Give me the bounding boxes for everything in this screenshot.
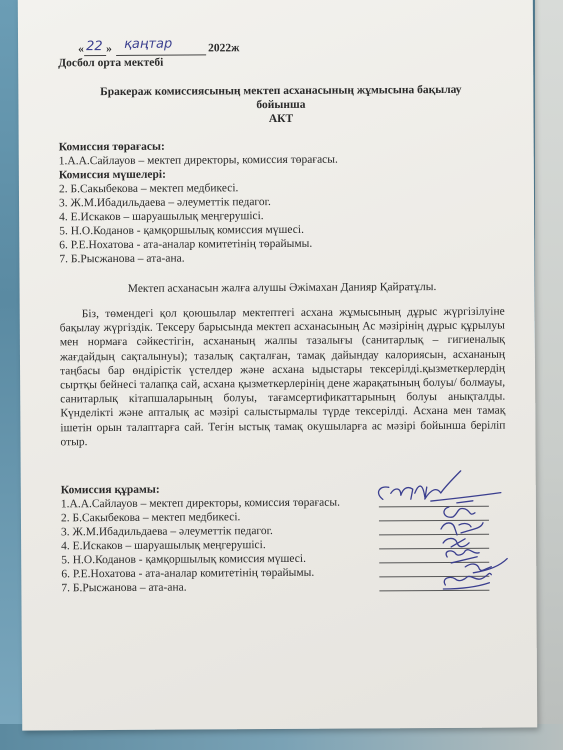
signature-5 bbox=[446, 550, 479, 563]
composition-member: 3. Ж.М.Ибадильдаева – әлеуметтік педагог. bbox=[61, 525, 273, 539]
signature-6 bbox=[465, 559, 507, 573]
commission-member: 3. Ж.М.Ибадильдаева – әлеуметтік педагог. bbox=[58, 196, 271, 210]
signature-7 bbox=[443, 573, 491, 589]
document-title-act: АКТ bbox=[268, 112, 294, 126]
document-title-line1: Бракераж комиссиясының мектеп асханасының жұмысына бақылау bbox=[100, 83, 462, 99]
commission-chair-heading: Комиссия төрағасы: bbox=[58, 140, 165, 154]
date-open-quote: « bbox=[78, 43, 84, 56]
composition-member: 7. Б.Рысжанова – ата-ана. bbox=[61, 581, 187, 595]
composition-member: 6. Р.Е.Нохатова - ата-аналар комитетінің төрайымы. bbox=[61, 566, 315, 581]
commission-members-heading: Комиссия мүшелері: bbox=[58, 168, 166, 182]
signature-2 bbox=[444, 501, 475, 517]
commission-chair: 1.А.А.Сайлауов – мектеп директоры, комиссия төрағасы. bbox=[58, 153, 338, 168]
signature-4 bbox=[443, 538, 469, 547]
commission-member: 5. Н.О.Коданов - қамқоршылық комиссия мүшесі. bbox=[59, 223, 304, 238]
document-title-line2: бойынша bbox=[256, 98, 306, 112]
lessee-line: Мектеп асханасын жалға алушы Әжімахан Данияр Қайратұлы. bbox=[127, 281, 437, 295]
signature-1 bbox=[378, 471, 500, 502]
commission-member: 6. Р.Е.Нохатова - ата-аналар комитетінің төрайымы. bbox=[59, 237, 313, 252]
school-name: Досбол орта мектебі bbox=[58, 56, 164, 70]
commission-member: 4. Е.Искаков – шаруашылық меңгерушісі. bbox=[59, 210, 264, 224]
date-year: 2022ж bbox=[208, 42, 240, 55]
composition-member: 5. Н.О.Коданов - қамқоршылық комиссия мүшесі. bbox=[61, 552, 307, 567]
background-right bbox=[535, 0, 563, 750]
commission-member: 7. Б.Рысжанова – ата-ана. bbox=[59, 252, 185, 266]
commission-member: 2. Б.Сакыбекова – мектеп медбикесі. bbox=[58, 182, 239, 196]
composition-member: 4. Е.Искаков – шаруашылық меңгерушісі. bbox=[61, 539, 266, 553]
date-month-handwritten: қаңтар bbox=[124, 36, 173, 52]
date-day-handwritten: 22 bbox=[86, 39, 103, 55]
body-paragraph: Біз, төмендегі қол қоюшылар мектептегі асхана жұмысының дұрыс жүргізілуіне бақылау жүргіздік. Тексеру барысында мектеп асханасының Ас мәзірінің дұрыс құрылуы мен нормаға сәйкестігін, асхананың жалпы тазалығы (санитарлық – гигиеналық жағдайдың сақталынуы); тазалық сақталған, тамақ дайындау калориясын, асхананың таңбасы бар өндірістік үстелдер және асхана ыдыстары тексерілді.қызметкерлердің сыртқы бейнесі талапқа сай, асхана қызметкерлерінің дене жарақатының болуы/ болмауы, санитарлық кітапшаларының болуы, тағамсертификаттарының болуы анықталды. Күнделікті және апталық ас мәзірі салыстырмалы түрде тексерілді. Асхана мен тамақ ішетін орын талаптарға сай. Тегін ыстық тамақ окушыларға ас мәзірі бойынша беріліп отыр. bbox=[59, 305, 506, 449]
date-close-quote: » bbox=[106, 43, 112, 56]
document-page bbox=[18, 0, 537, 731]
composition-heading: Комиссия құрамы: bbox=[60, 483, 160, 497]
composition-member: 2. Б.Сакыбекова – мектеп медбикесі. bbox=[60, 511, 241, 525]
handwritten-signatures bbox=[361, 463, 502, 604]
composition-member: 1.А.А.Сайлауов – мектеп директоры, комиссия төрағасы. bbox=[60, 496, 340, 511]
signature-3 bbox=[441, 523, 483, 535]
